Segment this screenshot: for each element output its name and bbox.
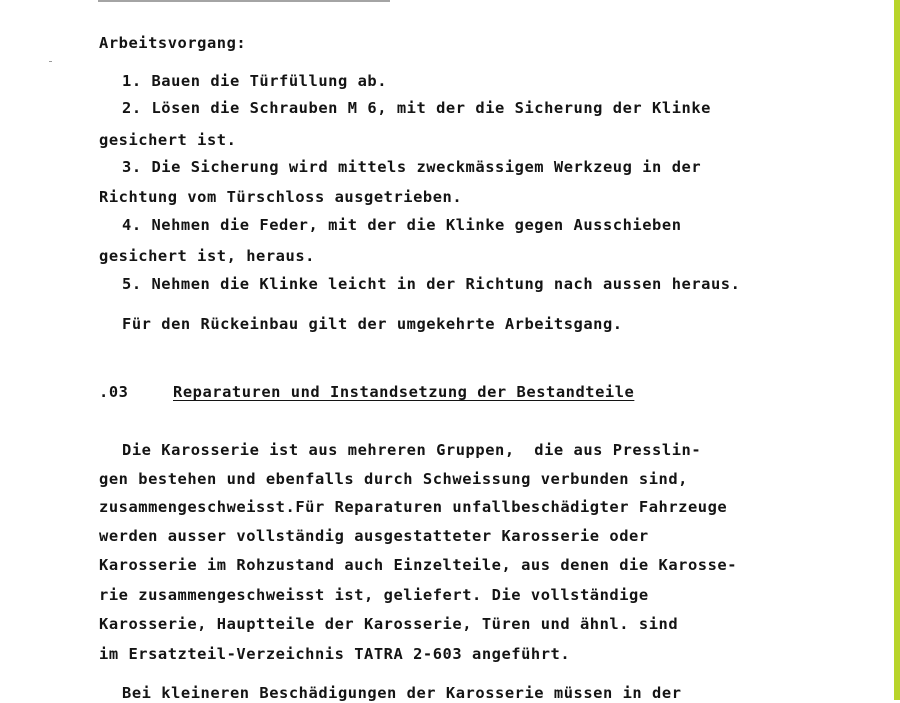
reinstall-note: Für den Rückeinbau gilt der umgekehrte Arbeitsgang. [122, 315, 623, 333]
para1-line-8: im Ersatzteil-Verzeichnis TATRA 2-603 angeführt. [99, 645, 571, 663]
para1-line-7: Karosserie, Hauptteile der Karosserie, Türen und ähnl. sind [99, 615, 679, 633]
para1-line-6: rie zusammengeschweisst ist, geliefert. Die vollständige [99, 586, 649, 604]
step-1-line-1: 1. Bauen die Türfüllung ab. [122, 72, 388, 90]
step-3-line-2: Richtung vom Türschloss ausgetrieben. [99, 188, 463, 206]
para1-line-4: werden ausser vollständig ausgestatteter Karosserie oder [99, 527, 649, 545]
section-heading: Reparaturen und Instandsetzung der Bestandteile [173, 383, 635, 401]
procedure-title: Arbeitsvorgang: [99, 34, 247, 52]
scan-speck [49, 61, 52, 62]
top-rule-remnant [98, 0, 390, 2]
step-2-line-1: 2. Lösen die Schrauben M 6, mit der die Sicherung der Klinke [122, 99, 711, 117]
para1-line-5: Karosserie im Rohzustand auch Einzelteile, aus denen die Karosse- [99, 556, 738, 574]
para2-line-1: Bei kleineren Beschädigungen der Karosserie müssen in der [122, 684, 682, 702]
para1-line-3: zusammengeschweisst.Für Reparaturen unfallbeschädigter Fahrzeuge [99, 498, 728, 516]
step-3-line-1: 3. Die Sicherung wird mittels zweckmässigem Werkzeug in der [122, 158, 702, 176]
para1-line-2: gen bestehen und ebenfalls durch Schweissung verbunden sind, [99, 470, 688, 488]
step-4-line-2: gesichert ist, heraus. [99, 247, 315, 265]
step-4-line-1: 4. Nehmen die Feder, mit der die Klinke gegen Ausschieben [122, 216, 682, 234]
section-number: .03 [99, 383, 129, 401]
step-5-line-1: 5. Nehmen die Klinke leicht in der Richtung nach aussen heraus. [122, 275, 741, 293]
page-edge-border [894, 0, 900, 700]
step-2-line-2: gesichert ist. [99, 131, 237, 149]
para1-line-1: Die Karosserie ist aus mehreren Gruppen, die aus Presslin- [122, 441, 702, 459]
